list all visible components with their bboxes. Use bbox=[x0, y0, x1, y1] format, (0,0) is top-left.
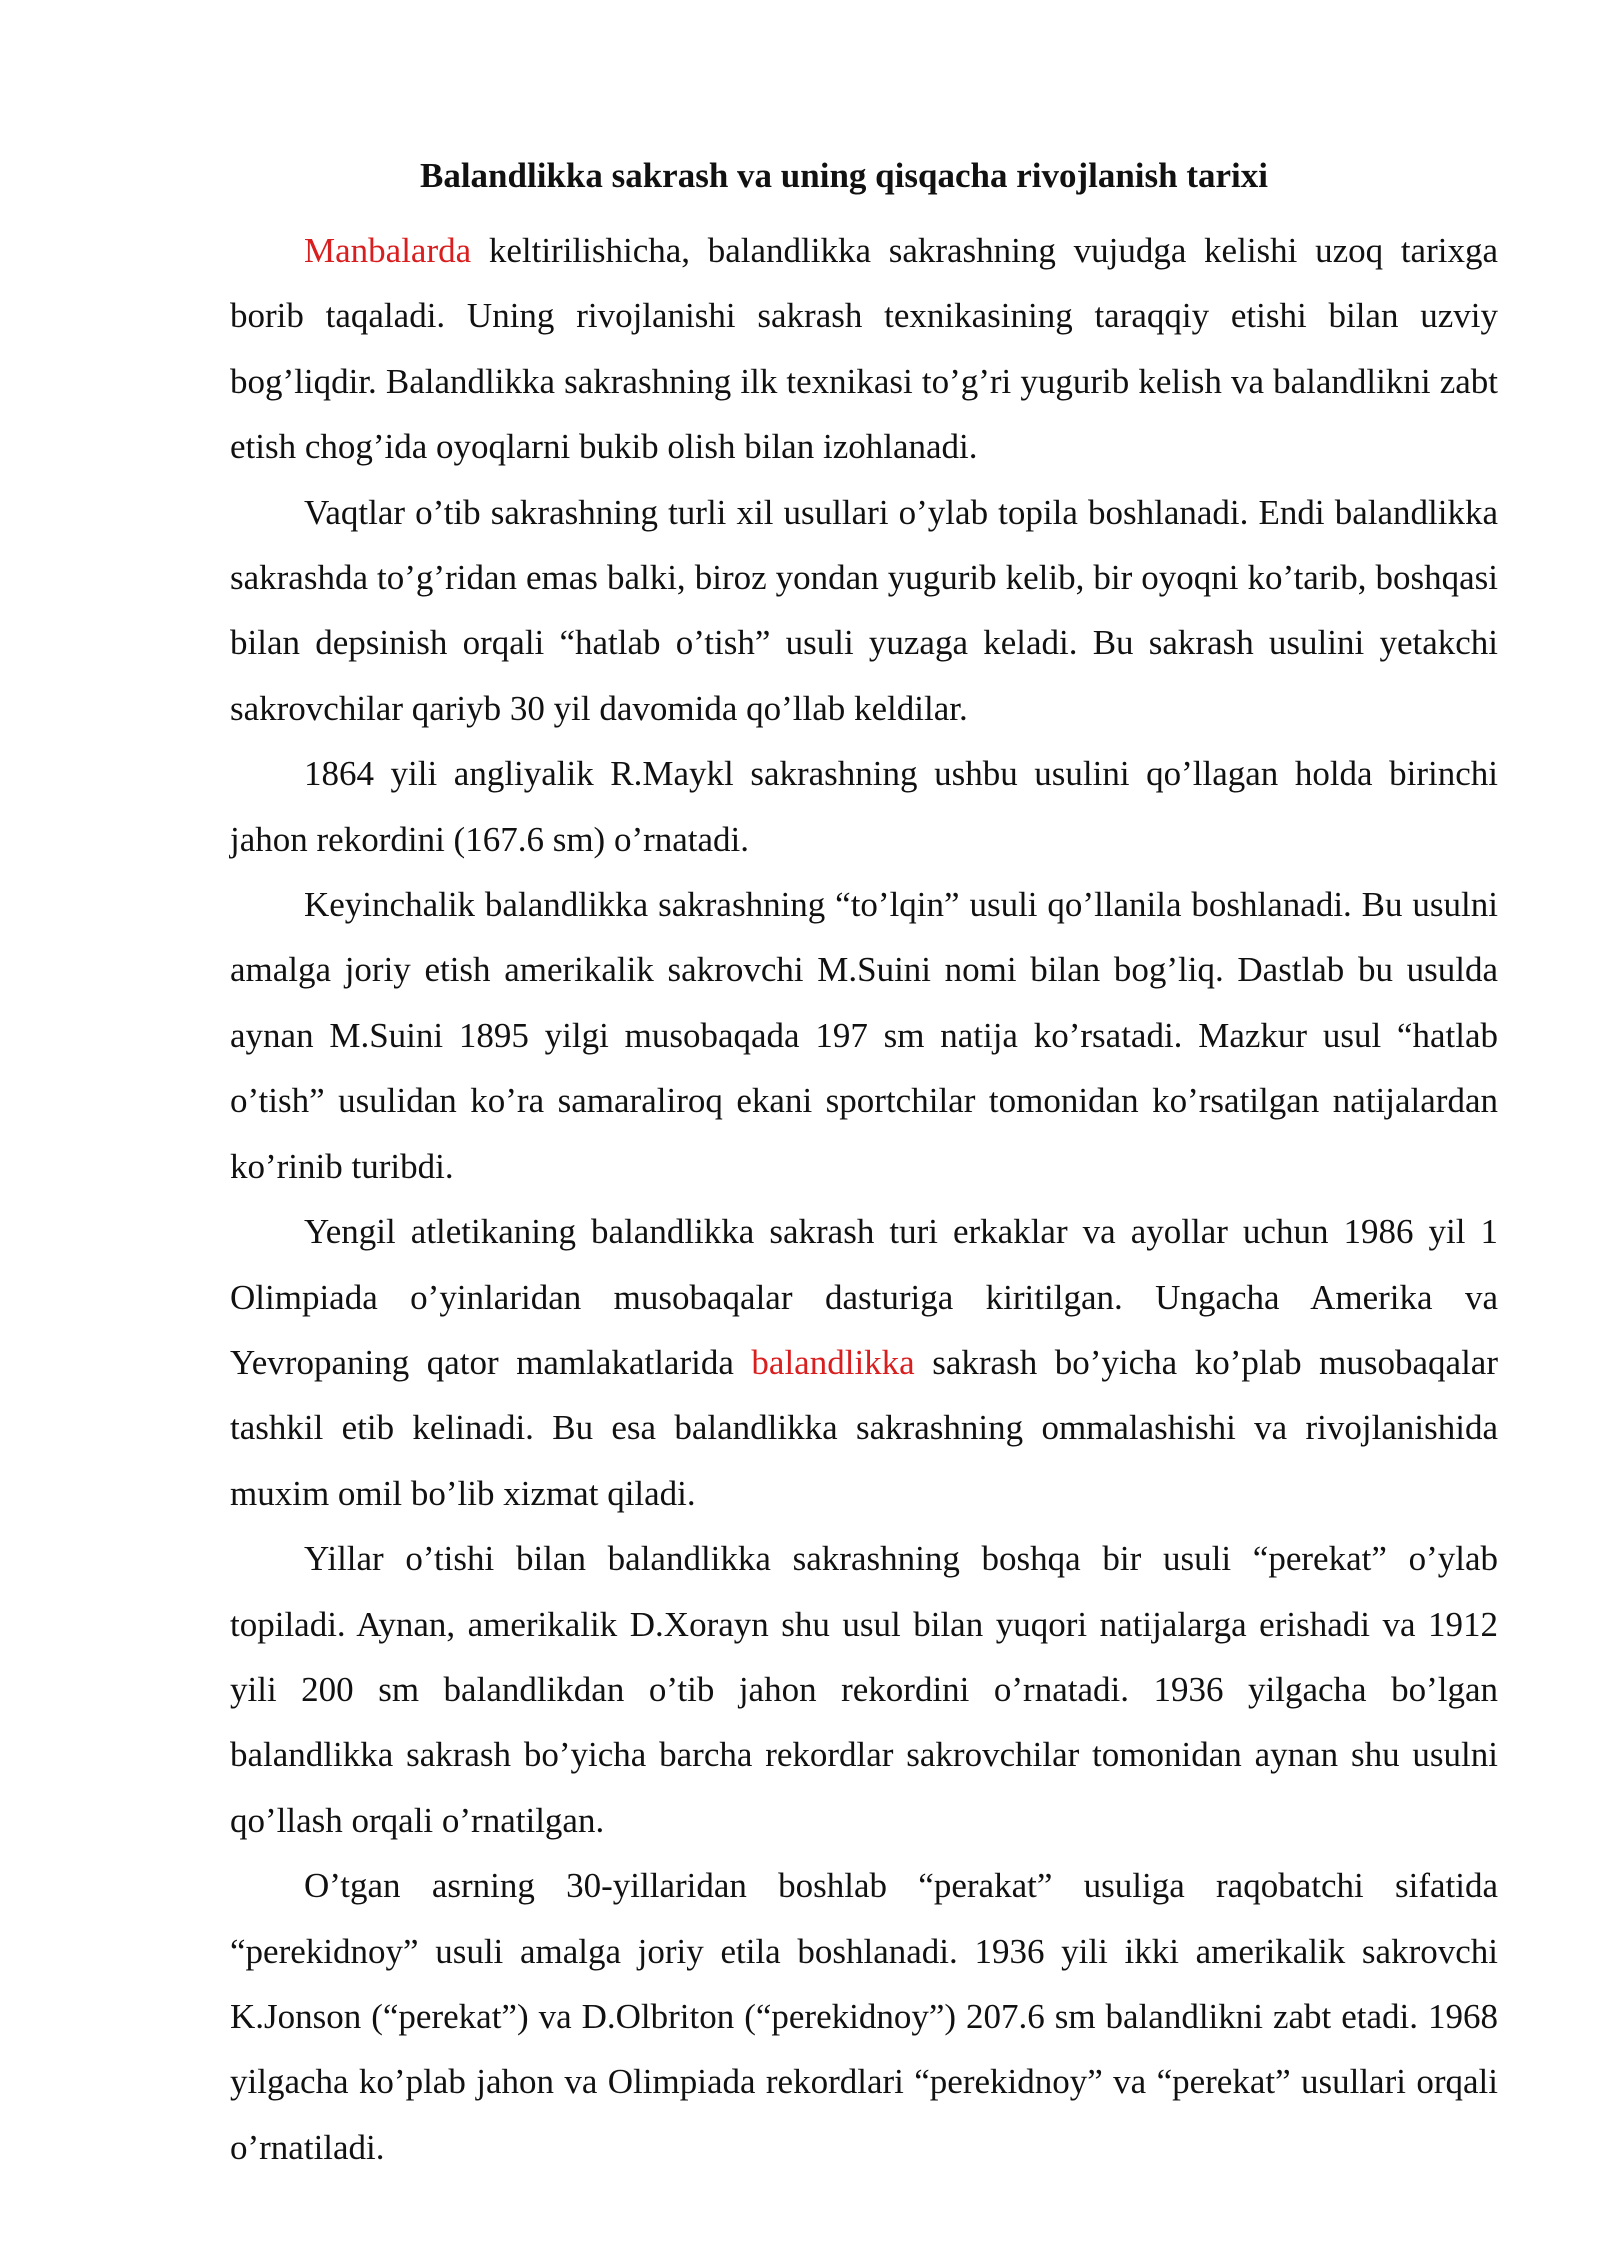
paragraph-5-text-start: Yengil atletikaning balandlikka sakrash turi erkaklar va ayollar uchun 1986 yil 1 Olimpiada o’yinlaridan musobaqalar dasturiga kiritilgan. Ungacha Amerika va Yevropaning qator mamlakatlarida bbox=[230, 1212, 1498, 1382]
paragraph-3-text: 1864 yili angliyalik R.Maykl sakrashning ushbu usulini qo’llagan holda birinchi jahon rekordini (167.6 sm) o’rnatadi. bbox=[230, 754, 1498, 859]
paragraph-4 bbox=[230, 872, 1498, 1199]
paragraph-6 bbox=[230, 1526, 1498, 1853]
paragraph-6-text: Yillar o’tishi bilan balandlikka sakrashning boshqa bir usuli “perekat” o’ylab topiladi. Aynan, amerikalik D.Xorayn shu usul bilan yuqori natijalarga erishadi va 1912 yili 200 sm balandlikdan o’tib jahon rekordini o’rnatadi. 1936 yilgacha bo’lgan balandlikka sakrash bo’yicha barcha rekordlar sakrovchilar tomonidan aynan shu usulni qo’llash orqali o’rnatilgan. bbox=[230, 1539, 1498, 1840]
paragraph-1 bbox=[230, 218, 1498, 480]
paragraph-4-text: Keyinchalik balandlikka sakrashning “to’lqin” usuli qo’llanila boshlanadi. Bu usulni amalga joriy etish amerikalik sakrovchi M.Suini nomi bilan bog’liq. Dastlab bu usulda aynan M.Suini 1895 yilgi musobaqada 197 sm natija ko’rsatadi. Mazkur usul “hatlab o’tish” usulidan ko’ra samaraliroq ekani sportchilar tomonidan ko’rsatilgan natijalardan ko’rinib turibdi. bbox=[230, 885, 1498, 1186]
paragraph-5-highlight: balandlikka bbox=[751, 1342, 915, 1382]
document-title: Balandlikka sakrash va uning qisqacha rivojlanish tarixi bbox=[419, 156, 1269, 195]
paragraph-7-text: O’tgan asrning 30-yillaridan boshlab “perakat” usuliga raqobatchi sifatida “perekidnoy” usuli amalga joriy etila boshlanadi. 1936 yili ikki amerikalik sakrovchi K.Jonson (“perekat”) va D.Olbriton (“perekidnoy”) 207.6 sm balandlikni zabt etadi. 1968 yilgacha ko’plab jahon va Olimpiada rekordlari “perekidnoy” va “perekat” usullari orqali o’rnatiladi. bbox=[230, 1866, 1498, 2167]
document-body bbox=[230, 148, 1498, 2180]
paragraph-3 bbox=[230, 741, 1498, 872]
paragraph-2 bbox=[230, 480, 1498, 742]
paragraph-7 bbox=[230, 1853, 1498, 2180]
paragraph-5 bbox=[230, 1199, 1498, 1526]
paragraph-2-text: Vaqtlar o’tib sakrashning turli xil usullari o’ylab topila boshlanadi. Endi balandlikka sakrashda to’g’ridan emas balki, biroz yondan yugurib kelib, bir oyoqni ko’tarib, boshqasi bilan depsinish orqali “hatlab o’tish” usuli yuzaga keladi. Bu sakrash usulini yetakchi sakrovchilar qariyb 30 yil davomida qo’llab keldilar. bbox=[230, 492, 1498, 728]
paragraph-1-text: keltirilishicha, balandlikka sakrashning vujudga kelishi uzoq tarixga borib taqaladi. Uning rivojlanishi sakrash texnikasining taraqqiy etishi bilan uzviy bog’liqdir. Balandlikka sakrashning ilk texnikasi to’g’ri yugurib kelish va balandlikni zabt etish chog’ida oyoqlarni bukib olish bilan izohlanadi. bbox=[230, 231, 1498, 467]
paragraph-1-highlight: Manbalarda bbox=[304, 231, 472, 270]
paragraph-5-text-end: sakrash bo’yicha ko’plab musobaqalar tashkil etib kelinadi. Bu esa balandlikka sakrashning ommalashishi va rivojlanishida muxim omil bo’lib xizmat qiladi. bbox=[230, 1342, 1498, 1513]
